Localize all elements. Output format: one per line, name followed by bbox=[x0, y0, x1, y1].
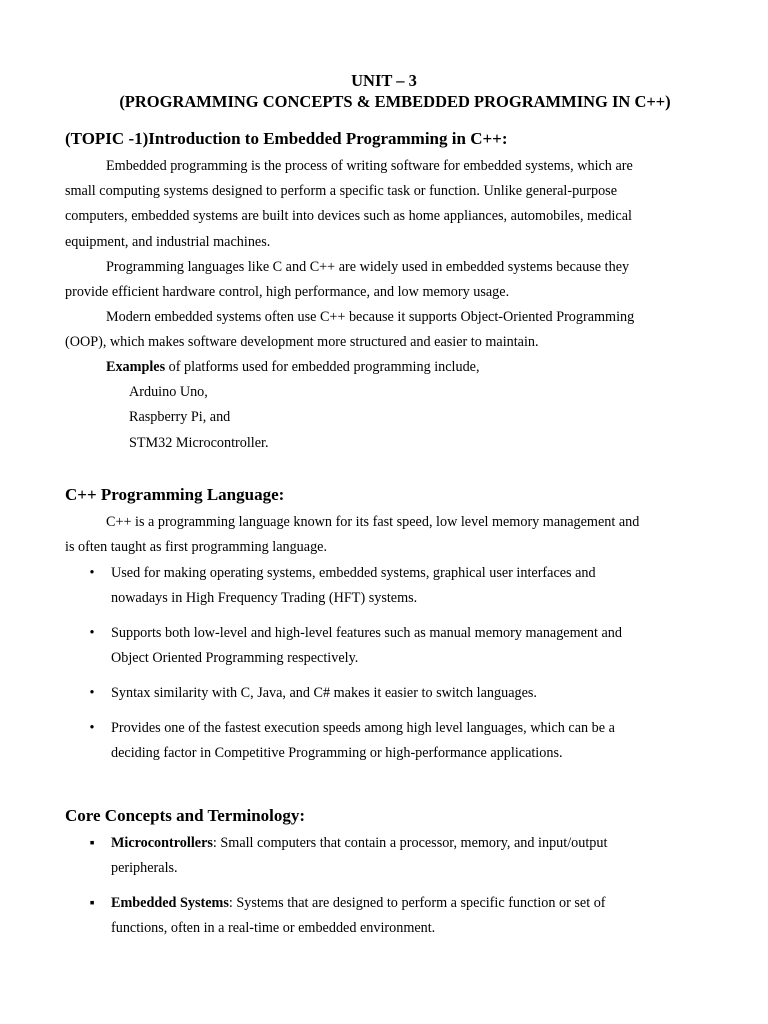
list-item-line: Supports both low-level and high-level features such as manual memory management and bbox=[111, 625, 622, 641]
examples-label: Examples bbox=[106, 359, 166, 375]
term-definition: : Small computers that contain a processor, memory, and input/output bbox=[212, 835, 608, 851]
cpp-heading: C++ Programming Language: bbox=[65, 485, 285, 504]
term-label: Microcontrollers bbox=[111, 835, 213, 851]
platform-item: Arduino Uno, bbox=[129, 384, 208, 401]
list-item bbox=[65, 831, 705, 881]
paragraph-line: Modern embedded systems often use C++ because it supports Object-Oriented Programming bbox=[106, 309, 635, 325]
list-item-line: Used for making operating systems, embedded systems, graphical user interfaces and bbox=[111, 565, 596, 581]
bullet-marker: • bbox=[89, 685, 95, 701]
paragraph-line: Embedded programming is the process of writing software for embedded systems, which are bbox=[106, 158, 633, 174]
cpp-intro-paragraph bbox=[65, 510, 705, 560]
paragraph-line: small computing systems designed to perform a specific task or function. Unlike general-purpose bbox=[65, 183, 617, 200]
examples-paragraph bbox=[65, 355, 705, 456]
bullet-marker: • bbox=[89, 565, 95, 581]
paragraph-line: equipment, and industrial machines. bbox=[65, 233, 271, 250]
document-title bbox=[0, 70, 768, 112]
paragraph-line: computers, embedded systems are built into devices such as home appliances, automobiles, medical bbox=[65, 208, 632, 225]
examples-text: of platforms used for embedded programming include, bbox=[165, 359, 480, 375]
list-item-line bbox=[111, 891, 705, 916]
bullet-marker: • bbox=[89, 719, 95, 736]
square-bullet-marker: ▪ bbox=[89, 895, 95, 911]
core-concepts-list bbox=[65, 831, 705, 941]
topic1-paragraph-2 bbox=[65, 255, 705, 305]
list-item bbox=[65, 891, 705, 941]
unit-subtitle: (PROGRAMMING CONCEPTS & EMBEDDED PROGRAMMING IN C++) bbox=[119, 92, 671, 111]
term-label: Embedded Systems bbox=[111, 895, 229, 911]
list-item-line: peripherals. bbox=[111, 860, 178, 877]
bullet-marker: • bbox=[89, 625, 95, 641]
platform-item: Raspberry Pi, and bbox=[129, 409, 231, 426]
paragraph-line: (OOP), which makes software development more structured and easier to maintain. bbox=[65, 334, 539, 351]
list-item-line bbox=[111, 831, 705, 856]
list-item bbox=[65, 561, 705, 611]
paragraph-line: Programming languages like C and C++ are widely used in embedded systems because they bbox=[106, 259, 630, 275]
list-item-line: Provides one of the fastest execution speeds among high level languages, which can be a bbox=[111, 719, 615, 736]
platform-item: STM32 Microcontroller. bbox=[129, 434, 269, 451]
paragraph-line: provide efficient hardware control, high performance, and low memory usage. bbox=[65, 284, 510, 301]
examples-line bbox=[65, 355, 705, 380]
list-item bbox=[65, 681, 705, 706]
list-item-line: deciding factor in Competitive Programming or high-performance applications. bbox=[111, 745, 563, 761]
square-bullet-marker: ▪ bbox=[89, 835, 95, 851]
list-item-line: Syntax similarity with C, Java, and C# makes it easier to switch languages. bbox=[111, 685, 537, 701]
paragraph-line: C++ is a programming language known for its fast speed, low level memory management and bbox=[106, 514, 640, 530]
list-item-line: functions, often in a real-time or embedded environment. bbox=[111, 920, 436, 937]
unit-title: UNIT – 3 bbox=[351, 71, 417, 90]
topic1-heading: (TOPIC -1)Introduction to Embedded Programming in C++: bbox=[65, 129, 508, 148]
list-item-line: nowadays in High Frequency Trading (HFT) systems. bbox=[111, 590, 418, 607]
list-item bbox=[65, 716, 705, 766]
paragraph-line: is often taught as first programming language. bbox=[65, 539, 328, 556]
term-definition: : Systems that are designed to perform a specific function or set of bbox=[228, 895, 606, 911]
list-item bbox=[65, 621, 705, 671]
topic1-paragraph-1 bbox=[65, 154, 705, 255]
topic1-paragraph-3 bbox=[65, 305, 705, 355]
core-concepts-heading: Core Concepts and Terminology: bbox=[65, 806, 306, 825]
list-item-line: Object Oriented Programming respectively. bbox=[111, 650, 359, 667]
cpp-bullet-list bbox=[65, 561, 705, 766]
